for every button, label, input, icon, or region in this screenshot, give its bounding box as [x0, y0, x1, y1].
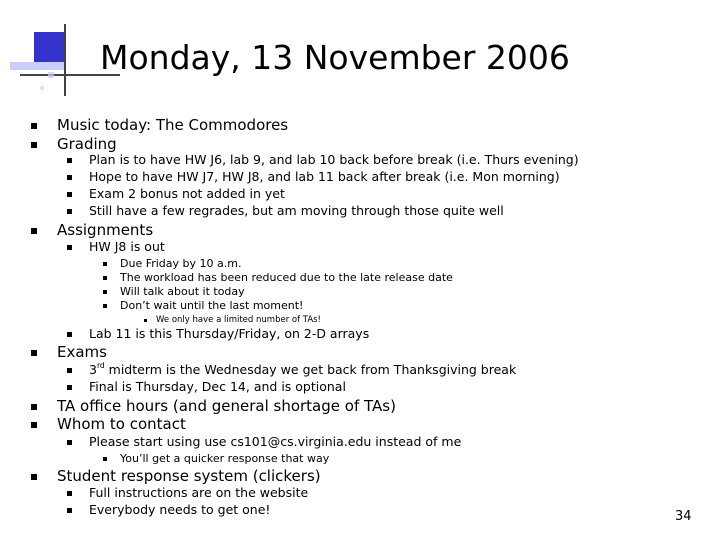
bullet-marker [67, 175, 72, 180]
bullet-music: Music today: The Commodores [57, 116, 289, 134]
grading-item: Plan is to have HW J6, lab 9, and lab 10 back before break (i.e. Thurs evening) [89, 152, 579, 167]
exams-item: Final is Thursday, Dec 14, and is optional [89, 379, 346, 394]
bullet-marker [67, 385, 72, 390]
exams-item: 3rd midterm is the Wednesday we get back from Thanksgiving break [89, 361, 517, 377]
bullet-marker [67, 440, 72, 445]
bullet-marker [103, 276, 107, 280]
bullet-assignments: Assignments [57, 221, 154, 239]
clickers-item: Full instructions are on the website [89, 485, 309, 500]
bullet-ta-hours: TA office hours (and general shortage of TAs) [57, 397, 396, 415]
bullet-marker [103, 457, 107, 461]
bullet-marker [31, 404, 37, 410]
bullet-marker [103, 304, 107, 308]
hw-j8-detail: The workload has been reduced due to the late release date [120, 271, 453, 284]
bullet-marker [31, 123, 37, 129]
bullet-exams: Exams [57, 343, 107, 361]
grading-item: Hope to have HW J7, HW J8, and lab 11 back after break (i.e. Mon morning) [89, 169, 560, 184]
bullet-marker [67, 158, 72, 163]
whom-item: Please start using use cs101@cs.virginia.edu instead of me [89, 434, 462, 449]
bullet-clickers: Student response system (clickers) [57, 467, 321, 485]
bullet-marker [31, 350, 37, 356]
grading-item: Exam 2 bonus not added in yet [89, 186, 285, 201]
bullet-marker [67, 508, 72, 513]
bullet-marker [67, 368, 72, 373]
bullet-marker [67, 209, 72, 214]
hw-j8-detail: Don’t wait until the last moment! [120, 299, 304, 312]
bullet-marker [67, 192, 72, 197]
bullet-marker [144, 319, 147, 322]
bullet-marker [103, 290, 107, 294]
bullet-marker [31, 422, 37, 428]
bullet-marker [31, 142, 37, 148]
bullet-marker [31, 474, 37, 480]
whom-note: You’ll get a quicker response that way [120, 452, 330, 465]
bullet-whom: Whom to contact [57, 415, 186, 433]
clickers-item: Everybody needs to get one! [89, 502, 271, 517]
bullet-marker [67, 332, 72, 337]
bullet-marker [67, 245, 72, 250]
bullet-marker [31, 228, 37, 234]
hw-j8-note: We only have a limited number of TAs! [156, 315, 321, 325]
bullet-grading: Grading [57, 135, 117, 153]
slide-title: Monday, 13 November 2006 [100, 38, 570, 77]
bullet-marker [67, 491, 72, 496]
hw-j8-item: HW J8 is out [89, 239, 165, 254]
hw-j8-detail: Due Friday by 10 a.m. [120, 257, 242, 270]
hw-j8-detail: Will talk about it today [120, 285, 245, 298]
page-number: 34 [675, 509, 692, 524]
lab11-item: Lab 11 is this Thursday/Friday, on 2-D arrays [89, 326, 370, 341]
grading-item: Still have a few regrades, but am moving through those quite well [89, 203, 504, 218]
bullet-marker [103, 262, 107, 266]
